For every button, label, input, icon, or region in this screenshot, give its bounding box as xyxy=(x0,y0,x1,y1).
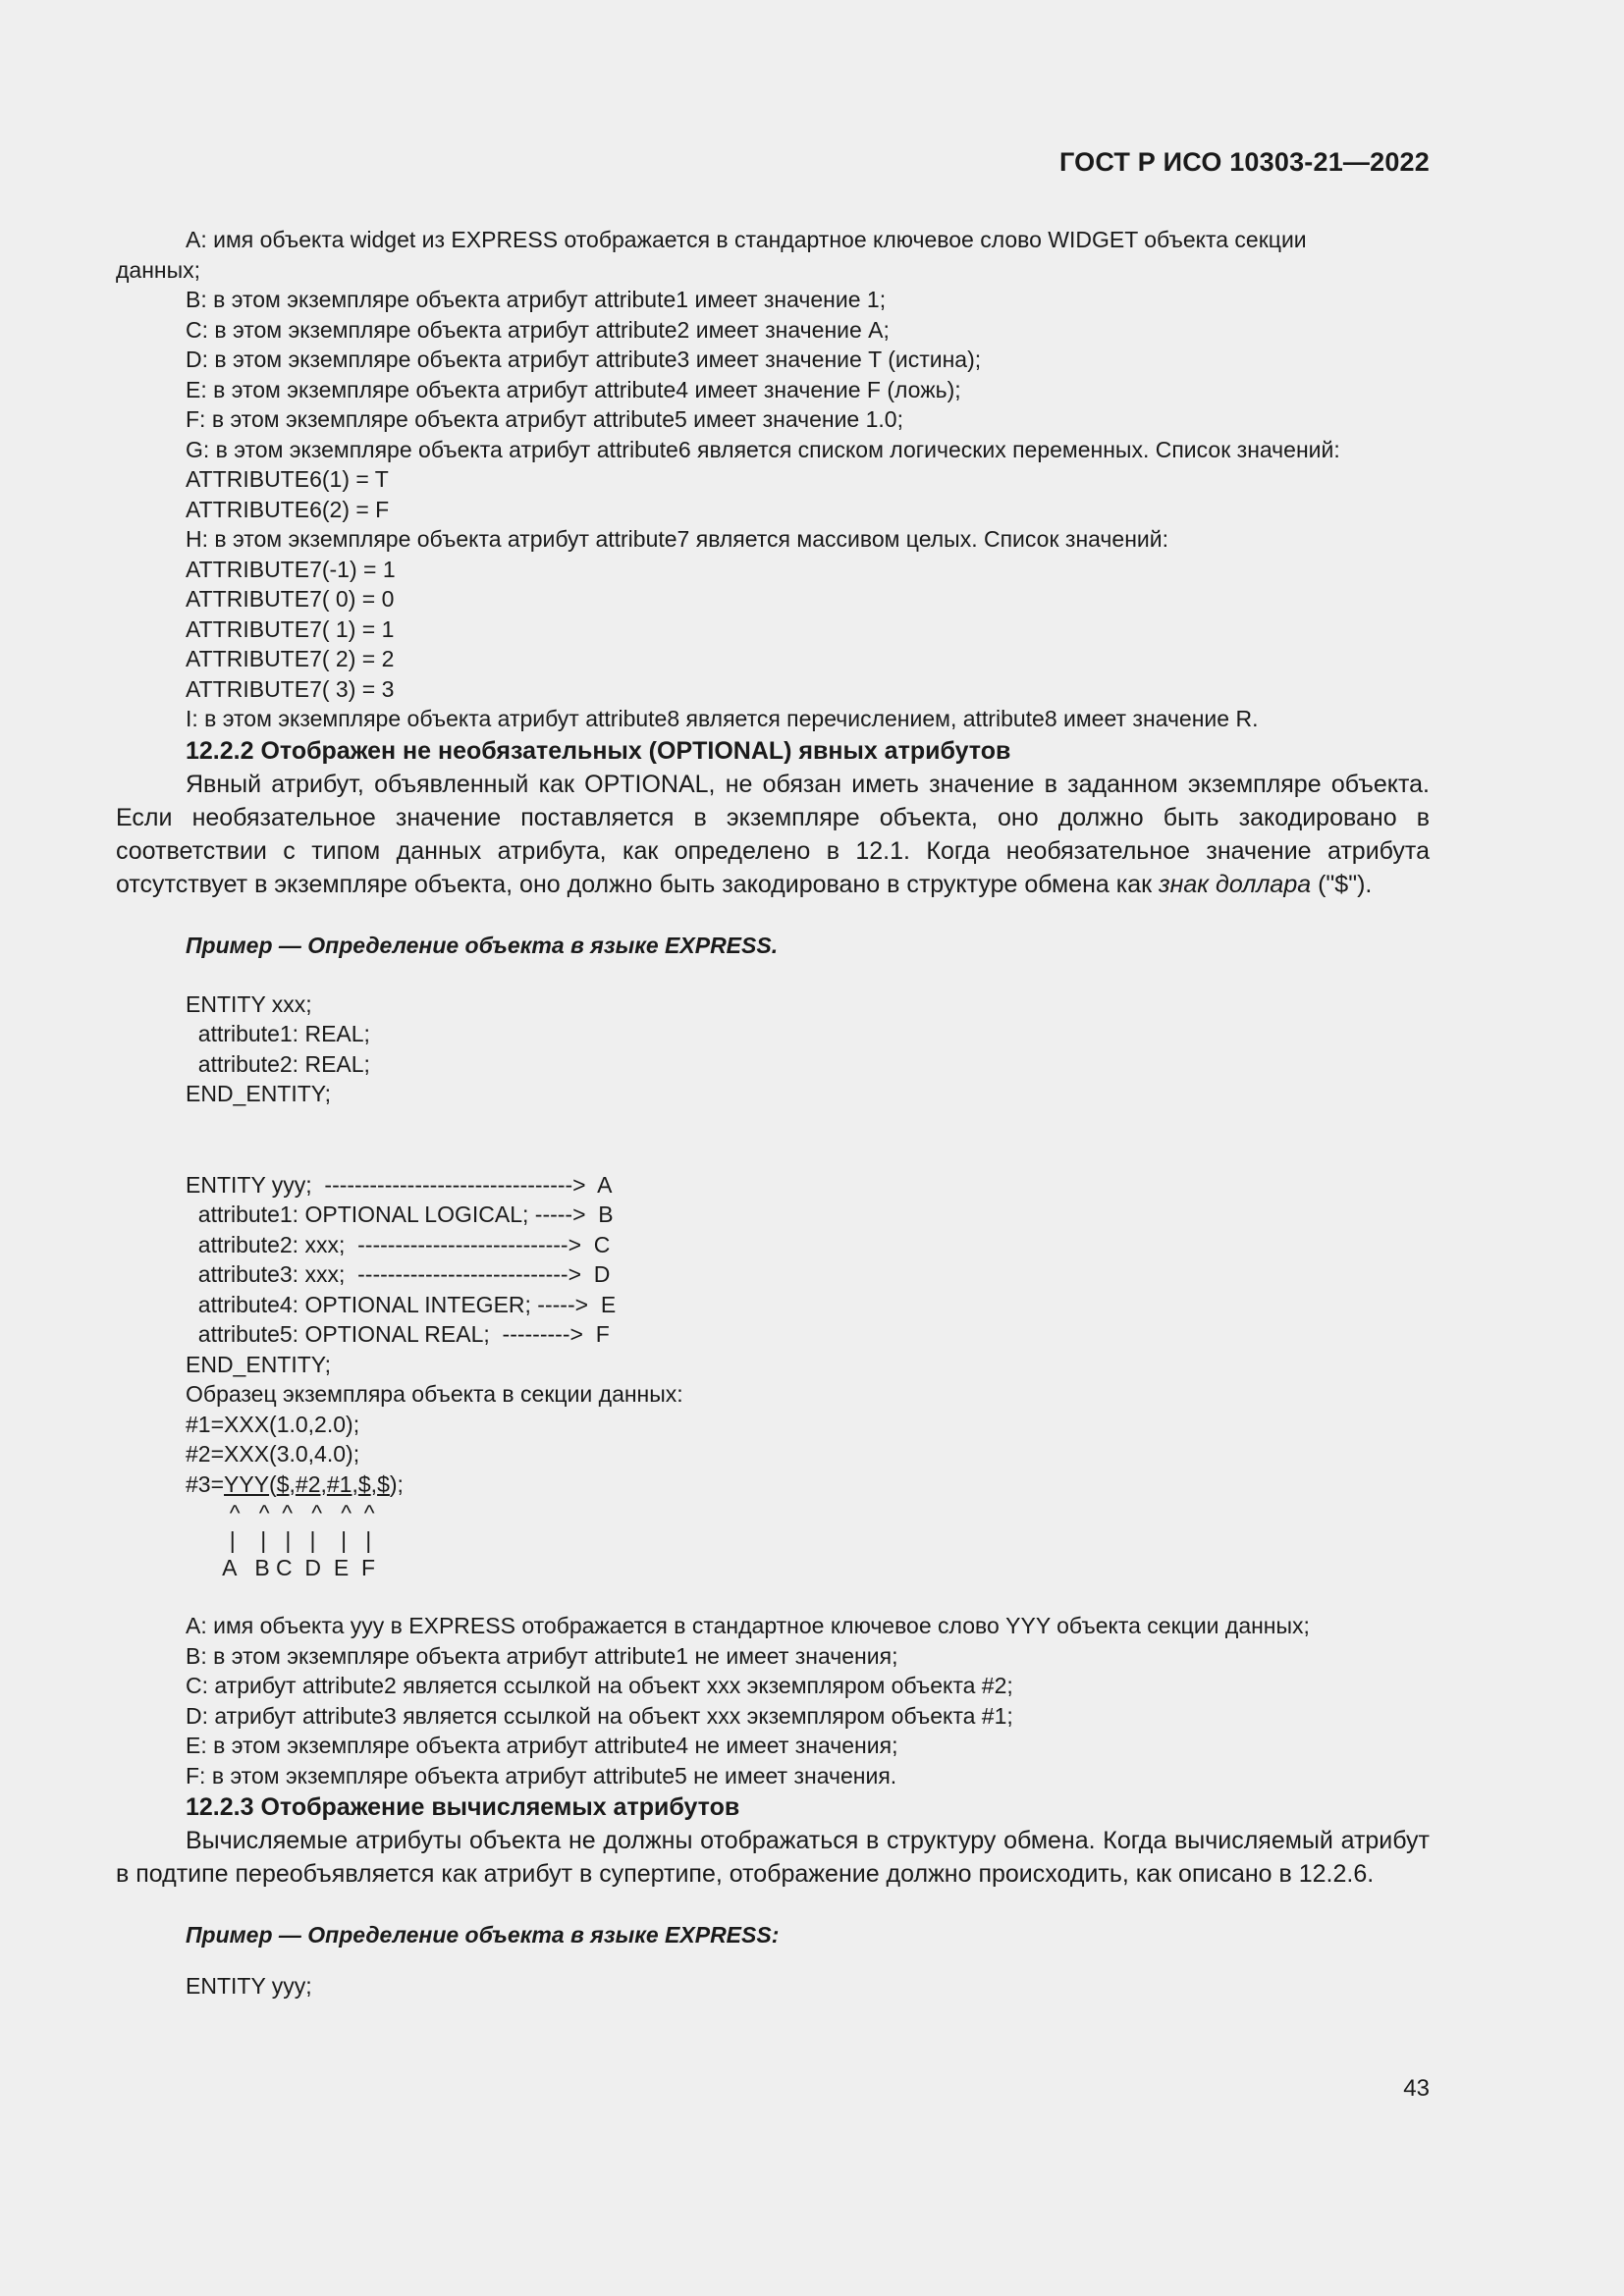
instance-arg: #2 xyxy=(295,1470,321,1497)
instance-comma: , xyxy=(320,1470,327,1497)
example-label: Пример — Определение объекта в языке EXPRESS. xyxy=(186,932,779,958)
code-line: ENTITY xxx; xyxy=(186,990,312,1017)
explanation-list-1 xyxy=(116,225,1430,734)
list-item: F: в этом экземпляре объекта атрибут attribute5 имеет значение 1.0; xyxy=(186,406,903,432)
list-item-continuation: данных; xyxy=(116,256,201,283)
list-item: G: в этом экземпляре объекта атрибут attribute6 является списком логических переменных. Список значений: xyxy=(186,436,1340,462)
list-item: H: в этом экземпляре объекта атрибут attribute7 является массивом целых. Список значений: xyxy=(186,526,1168,552)
section-heading-12-2-3: 12.2.3 Отображение вычисляемых атрибутов xyxy=(186,1793,740,1821)
instance-arg: $ xyxy=(276,1470,290,1497)
document-header: ГОСТ Р ИСО 10303-21—2022 xyxy=(1059,147,1430,177)
code-line: attribute3: xxx; ----------------------------> D xyxy=(186,1261,611,1287)
paragraph-tail: ("$"). xyxy=(1311,870,1373,898)
example-label: Пример — Определение объекта в языке EXPRESS: xyxy=(186,1922,780,1948)
code-line: attribute4: OPTIONAL INTEGER; -----> E xyxy=(186,1291,617,1317)
list-item: A: имя объекта yyy в EXPRESS отображается в стандартное ключевое слово YYY объекта секции данных; xyxy=(186,1613,1310,1638)
instance-arg: $ xyxy=(357,1470,371,1497)
page-number: 43 xyxy=(1403,2075,1430,2102)
list-item: E: в этом экземпляре объекта атрибут attribute4 не имеет значения; xyxy=(186,1733,898,1758)
list-item: ATTRIBUTE6(2) = F xyxy=(186,496,390,522)
list-item: ATTRIBUTE7( 2) = 2 xyxy=(186,646,395,671)
explanation-list-2 xyxy=(116,1611,1430,1790)
list-item: ATTRIBUTE7( 3) = 3 xyxy=(186,675,395,702)
code-line: ENTITY yyy; xyxy=(186,1973,312,1999)
list-item: F: в этом экземпляре объекта атрибут attribute5 не имеет значения. xyxy=(186,1762,897,1789)
list-item: D: в этом экземпляре объекта атрибут attribute3 имеет значение T (истина); xyxy=(186,347,982,372)
instance-comma: , xyxy=(352,1470,358,1497)
section-paragraph xyxy=(116,768,1430,901)
instance-comma: , xyxy=(370,1470,378,1497)
list-item: A: имя объекта widget из EXPRESS отображается в стандартное ключевое слово WIDGET объекта секции xyxy=(186,227,1307,252)
code-line: #2=XXX(3.0,4.0); xyxy=(186,1441,360,1467)
list-item: C: атрибут attribute2 является ссылкой на объект xxx экземпляром объекта #2; xyxy=(186,1673,1013,1698)
instance-paren: ( xyxy=(269,1470,277,1497)
code-line: attribute1: OPTIONAL LOGICAL; -----> B xyxy=(186,1201,614,1227)
list-item: E: в этом экземпляре объекта атрибут attribute4 имеет значение F (ложь); xyxy=(186,376,961,402)
instance-arg: #1 xyxy=(326,1470,352,1497)
list-item: ATTRIBUTE7(-1) = 1 xyxy=(186,556,396,582)
code-block-yyy xyxy=(116,1170,1430,1582)
list-item: ATTRIBUTE6(1) = T xyxy=(186,466,389,492)
code-line: END_ENTITY; xyxy=(186,1081,332,1106)
page-content xyxy=(116,225,1430,2002)
code-line: END_ENTITY; xyxy=(186,1351,332,1377)
marker-letters: A B C D E F xyxy=(186,1555,375,1580)
paragraph-italic: знак доллара xyxy=(1159,870,1312,898)
instance-prefix: #3= xyxy=(186,1470,225,1497)
code-line: attribute5: OPTIONAL REAL; ---------> F xyxy=(186,1321,610,1347)
code-line: ENTITY yyy; ---------------------------------> A xyxy=(186,1171,613,1198)
paragraph-text: Явный атрибут, объявленный как OPTIONAL, не обязан иметь значение в заданном экземпляре объекта. Если необязательное значение поставляется в экземпляре объекта, оно должно быть закодировано в соответствии с типом данных атрибута, как определено в 12.1. Когда необязательное значение атрибута отсутствует в экземпляре объекта, оно должно быть закодировано в структуре обмена как xyxy=(116,770,1430,898)
list-item: B: в этом экземпляре объекта атрибут attribute1 имеет значение 1; xyxy=(186,287,887,312)
code-line: attribute1: REAL; xyxy=(186,1021,370,1046)
code-line: #1=XXX(1.0,2.0); xyxy=(186,1411,360,1437)
list-item: I: в этом экземпляре объекта атрибут attribute8 является перечислением, attribute8 имеет значение R. xyxy=(186,706,1259,731)
instance-comma: , xyxy=(289,1470,296,1497)
marker-carets: ^ ^ ^ ^ ^ ^ xyxy=(186,1500,375,1525)
list-item: ATTRIBUTE7( 0) = 0 xyxy=(186,586,395,612)
list-item: ATTRIBUTE7( 1) = 1 xyxy=(186,615,395,642)
paragraph-text: Вычисляемые атрибуты объекта не должны отображаться в структуру обмена. Когда вычисляемый атрибут в подтипе переобъявляется как атрибут в супертипе, отображение должно происходить, как описано в 12.2.6. xyxy=(116,1827,1430,1888)
code-line: attribute2: xxx; ----------------------------> C xyxy=(186,1231,611,1257)
code-line: attribute2: REAL; xyxy=(186,1050,370,1077)
section-heading-12-2-2: 12.2.2 Отображен не необязательных (OPTIONAL) явных атрибутов xyxy=(186,736,1011,765)
instance-line-3 xyxy=(116,1469,1430,1500)
list-item: D: атрибут attribute3 является ссылкой на объект xxx экземпляром объекта #1; xyxy=(186,1702,1013,1729)
instance-paren: ); xyxy=(389,1470,404,1497)
list-item: C: в этом экземпляре объекта атрибут attribute2 имеет значение A; xyxy=(186,316,890,343)
section-paragraph xyxy=(116,1824,1430,1891)
code-line: Образец экземпляра объекта в секции данных: xyxy=(186,1381,683,1407)
instance-arg: $ xyxy=(377,1470,390,1497)
instance-name: YYY xyxy=(224,1470,270,1497)
code-block-xxx xyxy=(116,989,1430,1109)
list-item: B: в этом экземпляре объекта атрибут attribute1 не имеет значения; xyxy=(186,1642,898,1669)
marker-pipes: | | | | | | xyxy=(186,1527,372,1553)
